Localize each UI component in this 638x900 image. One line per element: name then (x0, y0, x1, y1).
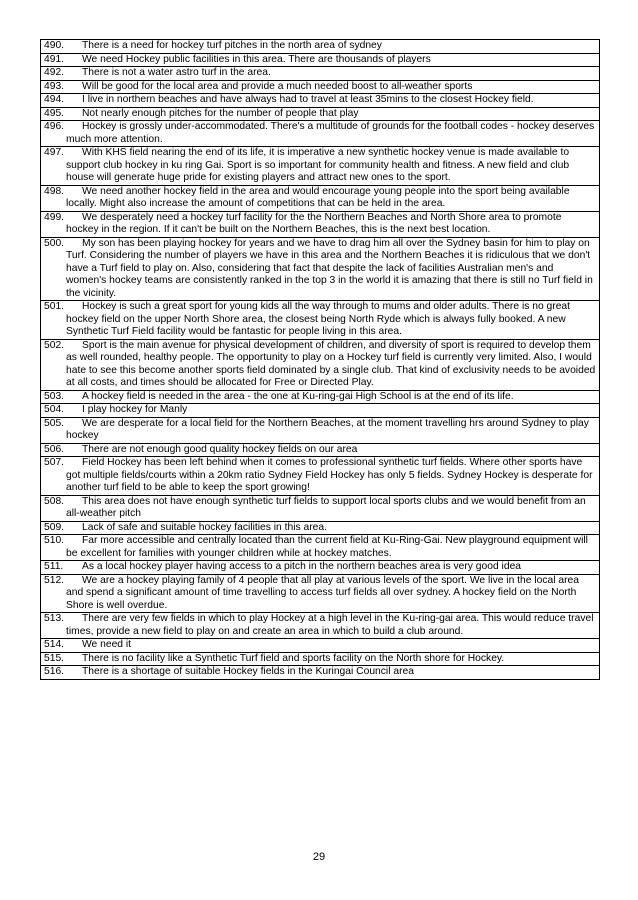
table-row (41, 417, 600, 443)
comment-cell (41, 237, 600, 301)
table-row (41, 652, 600, 666)
comment-text: Lack of safe and suitable hockey facilities in this area. (82, 521, 327, 533)
comment-cell (41, 495, 600, 521)
comment-cell (41, 404, 600, 418)
comment-number: 495. (44, 107, 65, 119)
comment-entry (44, 94, 596, 107)
comment-number: 501. (44, 301, 65, 312)
table-row (41, 521, 600, 535)
table-row (41, 639, 600, 653)
comment-text: We desperately need a hockey turf facility for the the Northern Beaches and North Shore area to promote hockey in the region. If it can't be built on the Northern Beaches, this is the next best location. (66, 211, 562, 235)
comment-text: There is no facility like a Synthetic Turf field and sports facility on the North shore for Hockey. (82, 652, 505, 664)
comment-cell (41, 67, 600, 81)
table-row (41, 80, 600, 94)
comment-number: 506. (44, 443, 65, 455)
table-row (41, 457, 600, 496)
comment-cell (41, 40, 600, 54)
comment-number: 490. (44, 40, 65, 51)
comment-entry (44, 522, 596, 535)
comment-entry (44, 40, 596, 53)
comment-entry (44, 653, 596, 666)
table-row (41, 185, 600, 211)
comment-number: 492. (44, 67, 65, 78)
comment-number: 514. (44, 639, 65, 650)
comment-text: We are a hockey playing family of 4 people that all play at various levels of the sport. We live in the local area and spend a significant amount of time travelling to access turf fields all over sydney. A hockey field on the North Shore is well overdue. (66, 574, 579, 611)
table-row (41, 339, 600, 390)
comment-entry (44, 404, 596, 417)
comment-cell (41, 666, 600, 680)
comment-entry (44, 147, 596, 185)
comment-number: 509. (44, 521, 65, 533)
comment-entry (44, 121, 596, 146)
table-row (41, 94, 600, 108)
comment-cell (41, 94, 600, 108)
comment-cell (41, 121, 600, 147)
table-row (41, 613, 600, 639)
table-row (41, 211, 600, 237)
comment-entry (44, 444, 596, 457)
table-row (41, 666, 600, 680)
comment-cell (41, 521, 600, 535)
table-row (41, 237, 600, 301)
comment-cell (41, 107, 600, 121)
comment-cell (41, 457, 600, 496)
comment-entry (44, 186, 596, 211)
comment-cell (41, 639, 600, 653)
comment-entry (44, 575, 596, 613)
comment-text: We need Hockey public facilities in this area. There are thousands of players (82, 53, 431, 65)
comment-number: 494. (44, 94, 65, 105)
table-row (41, 390, 600, 404)
comment-cell (41, 390, 600, 404)
comment-text: There are very few fields in which to play Hockey at a high level in the Ku-ring-gai area. This would reduce travel times, provide a new field to play on and create an area in which to build a club around. (66, 613, 594, 637)
comment-cell (41, 339, 600, 390)
comment-entry (44, 340, 596, 390)
comment-text: Hockey is such a great sport for young kids all the way through to mums and older adults. There is no great hockey field on the upper North Shore area, the closest being North Ryde which is always fully booked. A new Synthetic Turf Field facility would be fantastic for people living in this area. (66, 301, 571, 337)
table-row (41, 561, 600, 575)
comment-entry (44, 391, 596, 404)
comment-entry (44, 613, 596, 638)
comment-text: Will be good for the local area and provide a much needed boost to all-weather sports (82, 80, 473, 92)
comment-number: 505. (44, 417, 65, 429)
comment-cell (41, 535, 600, 561)
comment-entry (44, 108, 596, 121)
comment-entry (44, 81, 596, 94)
comment-text: There is a shortage of suitable Hockey fields in the Kuringai Council area (82, 666, 414, 677)
comments-table (40, 39, 600, 680)
comment-number: 516. (44, 666, 65, 677)
comment-number: 503. (44, 390, 65, 402)
comment-number: 491. (44, 53, 65, 65)
comment-text: Sport is the main avenue for physical development of children, and diversity of sport is required to develop them as well rounded, healthy people. The opportunity to play on a Hockey turf field is currently very limited. Also, I would hate to see this become another sports field dominated by a single club. That kind of exclusivity needs to be avoided at all costs, and times should be allocated for Free or Directed Play. (66, 339, 596, 388)
comment-entry (44, 54, 596, 67)
comment-cell (41, 53, 600, 67)
comment-number: 502. (44, 339, 65, 351)
comment-entry (44, 639, 596, 652)
comment-number: 515. (44, 652, 65, 664)
comment-entry (44, 67, 596, 80)
comments-table-body (41, 40, 600, 680)
comment-number: 498. (44, 185, 65, 197)
comment-text: Hockey is grossly under-accommodated. There's a multitude of grounds for the football codes - hockey deserves much more attention. (66, 121, 595, 145)
comment-cell (41, 443, 600, 457)
comment-entry (44, 418, 596, 443)
comment-cell (41, 652, 600, 666)
comment-number: 507. (44, 457, 65, 468)
table-row (41, 40, 600, 54)
table-row (41, 404, 600, 418)
comment-text: There are not enough good quality hockey fields on our area (82, 443, 358, 455)
comment-number: 510. (44, 535, 65, 546)
comment-entry (44, 666, 596, 679)
page-number: 29 (312, 851, 326, 863)
comment-text: A hockey field is needed in the area - the one at Ku-ring-gai High School is at the end of its life. (82, 390, 514, 402)
comment-number: 511. (44, 561, 64, 572)
comment-cell (41, 185, 600, 211)
comment-number: 499. (44, 211, 65, 223)
comment-entry (44, 535, 596, 560)
table-row (41, 301, 600, 340)
comment-entry (44, 238, 596, 301)
comment-text: We are desperate for a local field for the Northern Beaches, at the moment travelling hrs around Sydney to play hockey (66, 417, 589, 441)
comment-text: Not nearly enough pitches for the number of people that play (82, 107, 359, 119)
comment-cell (41, 147, 600, 186)
comment-entry (44, 457, 596, 495)
comment-text: My son has been playing hockey for years and we have to drag him all over the Sydney basin for him to play on Turf. Considering the number of players we have in this area and the Northern Beaches it is ridiculous that we don't have a Turf field to play on. Also, considering that fact that despite the lack of facilities Australian men's and women's hockey teams are consistently ranked in the top 3 in the world it is amazing that there is still no Turf field in the vicinity. (66, 237, 593, 299)
comment-number: 508. (44, 495, 65, 507)
comment-cell (41, 561, 600, 575)
table-row (41, 495, 600, 521)
table-row (41, 443, 600, 457)
comment-cell (41, 80, 600, 94)
comment-number: 493. (44, 80, 65, 92)
comment-entry (44, 561, 596, 574)
comment-number: 504. (44, 404, 65, 415)
table-row (41, 107, 600, 121)
comment-text: I play hockey for Manly (82, 404, 188, 415)
table-row (41, 535, 600, 561)
comment-number: 497. (44, 147, 65, 158)
comment-entry (44, 301, 596, 339)
comment-number: 500. (44, 237, 65, 249)
comment-entry (44, 212, 596, 237)
comment-number: 512. (44, 574, 65, 586)
comment-cell (41, 574, 600, 613)
comment-text: There is a need for hockey turf pitches in the north area of sydney (82, 40, 382, 51)
table-row (41, 67, 600, 81)
comment-number: 496. (44, 121, 65, 132)
comment-text: As a local hockey player having access to a pitch in the northern beaches area is very good idea (82, 561, 522, 572)
comment-text: We need it (82, 639, 132, 650)
comment-text: I live in northern beaches and have always had to travel at least 35mins to the closest Hockey field. (82, 94, 534, 105)
comment-text: With KHS field nearing the end of its life, it is imperative a new synthetic hockey venue is made available to support club hockey in ku ring Gai. Sport is so important for community health and fitness. A new field and club house will generate huge pride for existing players and attract new ones to the sport. (66, 147, 570, 183)
comment-cell (41, 211, 600, 237)
comment-cell (41, 613, 600, 639)
comment-entry (44, 496, 596, 521)
table-row (41, 121, 600, 147)
table-row (41, 574, 600, 613)
comment-text: We need another hockey field in the area and would encourage young people into the sport being available locally. Might also increase the amount of competitions that can be held in the area. (66, 185, 570, 209)
table-row (41, 53, 600, 67)
comment-cell (41, 417, 600, 443)
comment-text: Far more accessible and centrally located than the current field at Ku-Ring-Gai. New playground equipment will be excellent for families with younger children while at hockey matches. (66, 535, 588, 559)
comment-cell (41, 301, 600, 340)
comment-text: There is not a water astro turf in the area. (82, 67, 271, 78)
comment-text: Field Hockey has been left behind when it comes to professional synthetic turf fields. Where other sports have got multiple fields/courts within a 20km ratio Sydney Field Hockey has only 5 fields. Sydney Hockey is desperate for another turf field to be able to keep the sport growing! (66, 457, 593, 493)
comment-text: This area does not have enough synthetic turf fields to support local sports clubs and we would benefit from an all-weather pitch (66, 495, 586, 519)
table-row (41, 147, 600, 186)
comment-number: 513. (44, 613, 65, 624)
